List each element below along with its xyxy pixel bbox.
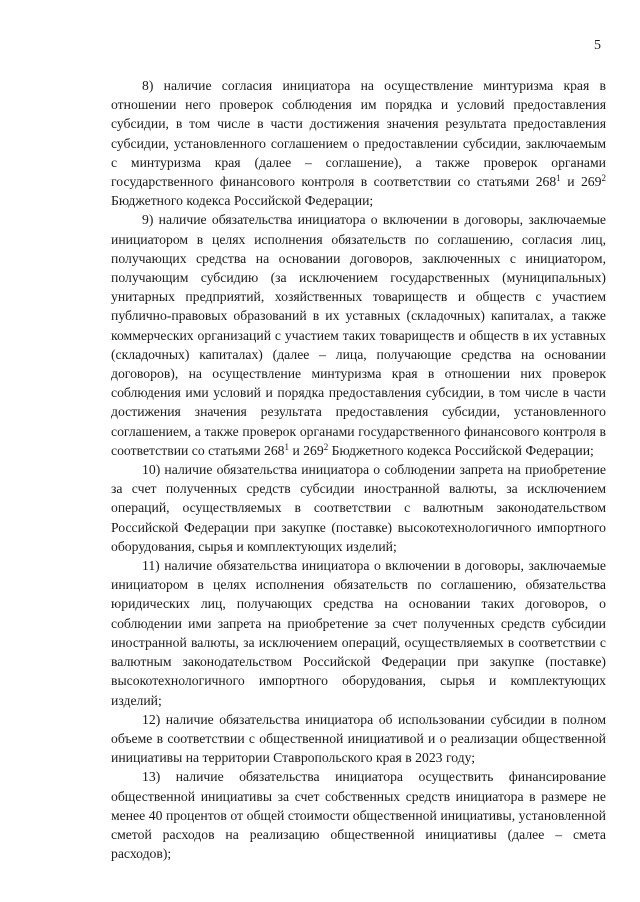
page-number: 5 xyxy=(594,38,601,53)
text-run: и 269 xyxy=(560,174,602,190)
text-run: Бюджетного кодекса Российской Федерации; xyxy=(111,193,374,209)
text-run: 10) наличие обязательства инициатора о соблюдении запрета на приобретение за счет полученных средств субсидии иностранной валюты, за исключением операций, осуществляемых в соответствии с валютным законодательством Российской Федерации при закупке (поставке) высокотехнологичного импортного оборудования, сырья и комплектующих изделий; xyxy=(111,462,606,554)
paragraph-item-9 xyxy=(111,210,606,460)
text-run: 13) наличие обязательства инициатора осуществить финансирование общественной инициативы за счет собственных средств инициатора в размере не менее 40 процентов от общей стоимости общественной инициативы, установленной сметой расходов на реализацию общественной инициативы (далее – смета расходов); xyxy=(111,769,606,862)
paragraph-item-8 xyxy=(111,76,606,210)
text-run: и 269 xyxy=(289,442,324,458)
superscript: 1 xyxy=(284,441,290,452)
text-run: 8) наличие согласия инициатора на осуществление минтуризма края в отношении него проверок соблюдения им порядка и условий предоставления субсидии, в том числе в части достижения значения результата предоставления субсидии, установленного соглашением о предоставлении субсидии, заключаемым с минтуризма края (далее – соглашение), а также проверок органами государственного финансового контроля в соответствии со статьями 268 xyxy=(111,78,606,190)
paragraph-item-10 xyxy=(111,460,606,556)
paragraph-item-13 xyxy=(111,767,606,863)
superscript: 1 xyxy=(556,173,561,184)
text-run: 12) наличие обязательства инициатора об использовании субсидии в полном объеме в соответствии с общественной инициативой и о реализации общественной инициативы на территории Ставропольского края в 2023 году; xyxy=(111,711,606,766)
paragraph-item-12 xyxy=(111,710,606,768)
superscript: 2 xyxy=(323,441,329,452)
text-run: Бюджетного кодекса Российской Федерации; xyxy=(328,442,594,458)
text-run: 11) наличие обязательства инициатора о включении в договоры, заключаемые инициатором в целях исполнения обязательств по соглашению, обязательства юридических лиц, получающих средства на основании таких договоров, о соблюдении ими запрета на приобретение за счет полученных средств субсидии иностранной валюты, за исключением операций, осуществляемых в соответствии с валютным законодательством Российской Федерации при закупке (поставке) высокотехнологичного импортного оборудования, сырья и комплектующих изделий; xyxy=(111,558,606,708)
document-body xyxy=(111,76,606,863)
superscript: 2 xyxy=(601,173,606,184)
paragraph-item-11 xyxy=(111,556,606,710)
text-run: 9) наличие обязательства инициатора о включении в договоры, заключаемые инициатором в целях исполнения обязательств по соглашению, согласия лиц, получающих средства на основании договоров, заключенных с инициатором, получающим субсидию (за исключением государственных (муниципальных) унитарных предприятий, хозяйственных товариществ и обществ с участием публично-правовых образований в их уставных (складочных) капиталах, а также коммерческих организаций с участием таких товариществ и обществ в их уставных (складочных) капиталах) (далее – лица, получающие средства на основании договоров), на осуществление минтуризма края в отношении них проверок соблюдения ими условий и порядка предоставления субсидии, в том числе в части достижения значения результата предоставления субсидии, установленного соглашением, а также проверок органами государственного финансового контроля в соответствии со статьями 268 xyxy=(111,212,606,458)
